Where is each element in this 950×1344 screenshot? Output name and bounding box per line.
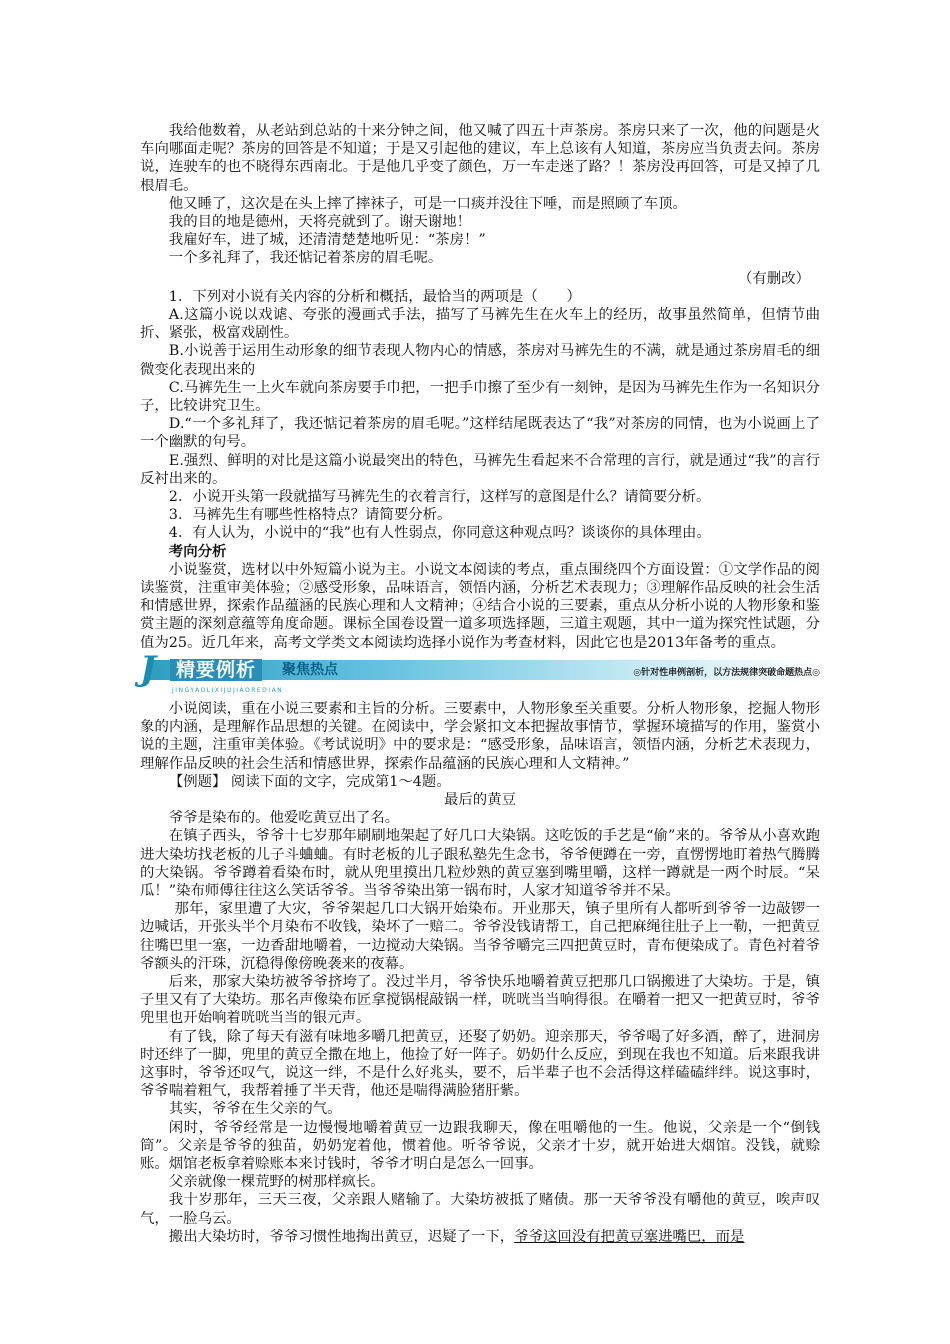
paragraph: 其实，爷爷在生父亲的气。 [168, 1101, 342, 1118]
paragraph: 在镇子西头，爷爷十七岁那年刷刷地架起了好几口大染锅。这吃饭的手艺是“偷”来的。爷爷从小喜欢跑进大染坊找老板的儿子斗蛐蛐。有时老板的儿子跟私塾先生念书，爷爷便蹲在一旁，直愣愣地盯着热气腾腾的大染锅。爷爷蹲着看染布时，就从兜里摸出几粒炒熟的黄豆塞到嘴里嚼，这样一蹲就是一两个时辰。“呆瓜！”染布师傅往往这么笑话爷爷。当爷爷染出第一锅布时，人家才知道爷爷并不呆。 [140, 828, 820, 899]
paragraph: 那年，家里遭了大灾，爷爷架起几口大锅开始染布。开业那天，镇子里所有人都听到爷爷一边敲锣一边喊话，开张头半个月染布不收钱，染坏了一赔二。爷爷没钱请帮工，自己把麻绳往肚子上一勒，一把黄豆往嘴巴里一塞，一边香甜地嚼着，一边搅动大染锅。当爷爷嚼完三四把黄豆时，青布便染成了。青色衬着爷爷额头的汗珠，沉稳得像傍晚袭来的夜幕。 [140, 901, 820, 972]
banner-note: ◎针对性串例剖析，以方法规律突破命题热点◎ [633, 667, 820, 678]
option-e: E.强烈、鲜明的对比是这篇小说最突出的特色，马裤先生看起来不合常理的言行，就是通过“我”的言行反衬出来的。 [140, 452, 820, 487]
text-plain: 搬出大染坊时，爷爷习惯性地掏出黄豆，迟疑了一下， [168, 1228, 515, 1245]
question-item: 4．有人认为，小说中的“我”也有人性弱点，你同意这种观点吗？谈谈你的具体理由。 [168, 525, 711, 542]
paragraph: 爷爷是染布的。他爱吃黄豆出了名。 [168, 810, 400, 827]
paragraph: 有了钱，除了每天有滋有味地多嚼几把黄豆，还娶了奶奶。迎亲那天，爷爷喝了好多酒，醉了，进洞房时还绊了一脚，兜里的黄豆全撒在地上，他捡了好一阵子。奶奶什么反应，到现在我也不知道。后来跟我讲这事时，爷爷还叹气，说这一绊，不是什么好兆头，要不，后半辈子也不会活得这样磕磕绊绊。说这事时，爷爷喘着粗气，我帮着捶了半天背，他还是喘得满脸猪肝紫。 [140, 1028, 820, 1100]
paragraph: 后来，那家大染坊被爷爷挤垮了。没过半月，爷爷快乐地嚼着黄豆把那几口锅搬进了大染坊。于是，镇子里又有了大染坊。那名声像染布匠拿搅锅棍敲锅一样，咣咣当当响得很。在嚼着一把又一把黄豆时，爷爷兜里也开始响着咣咣当当的银元声。 [140, 973, 820, 1027]
section-banner [140, 648, 820, 694]
question-item: 1．下列对小说有关内容的分析和概括，最恰当的两项是（ ） [168, 288, 581, 305]
question-item: 2．小说开头第一段就描写马裤先生的衣着言行，这样写的意图是什么？请简要分析。 [168, 489, 711, 506]
document-page [140, 122, 820, 1246]
paragraph: 我雇好车，进了城，还清清楚楚地听见：“茶房！” [168, 232, 486, 249]
analysis-heading: 考向分析 [168, 543, 227, 560]
source-note: （有删改） [738, 270, 810, 287]
question-list [140, 288, 820, 543]
option-b: B.小说善于运用生动形象的细节表现人物内心的情感，茶房对马裤先生的不满，就是通过茶房眉毛的细微变化表现出来的 [140, 343, 820, 378]
option-d: D.“一个多礼拜了，我还惦记着茶房的眉毛呢。”这样结尾既表达了“我”对茶房的同情，也为小说画上了一个幽默的句号。 [140, 416, 820, 451]
paragraph: 闲时，爷爷经常是一边慢慢地嚼着黄豆一边跟我聊天，像在咀嚼他的一生。他说，父亲是一个“倒钱筒”。父亲是爷爷的独苗，奶奶宠着他，惯着他。听爷爷说，父亲才十岁，就开始进大烟馆。没钱，就赊账。烟馆老板拿着赊账本来讨钱时，爷爷才明白是怎么一回事。 [140, 1119, 820, 1172]
story-body [140, 809, 820, 1246]
paragraph: 一个多礼拜了，我还惦记着茶房的眉毛呢。 [168, 250, 443, 267]
question-item: 3．马裤先生有哪些性格特点？请简要分析。 [168, 507, 452, 524]
paragraph [140, 1228, 820, 1246]
option-a: A.这篇小说以戏谑、夸张的漫画式手法，描写了马裤先生在火车上的经历，故事虽然简单，但情节曲折、紧张，极富戏剧性。 [140, 307, 820, 342]
paragraph: 我给他数着，从老站到总站的十来分钟之间，他又喊了四五十声茶房。茶房只来了一次，他的问题是火车向哪面走呢？茶房的回答是不知道；于是又引起他的建议，车上总该有人知道，茶房应当负责去问。茶房说，连驶车的也不晓得东西南北。于是他几乎变了颜色，万一车走迷了路？！茶房没再回答，可是又掉了几根眉毛。 [140, 123, 820, 194]
passage-continuation [140, 122, 820, 288]
paragraph: 父亲就像一棵荒野的树那样疯长。 [168, 1174, 385, 1191]
underlined-text: 爷爷这回没有把黄豆塞进嘴巴，而是 [514, 1228, 745, 1245]
paragraph: 他又睡了，这次是在头上摔了摔袜子，可是一口痰并没往下唾，而是照顾了车顶。 [168, 195, 687, 212]
banner-pinyin: JINGYAOLIXIJUJIAOREDIAN [172, 686, 284, 694]
story-title: 最后的黄豆 [444, 791, 516, 808]
paragraph: 我十岁那年，三天三夜，父亲跟人赌输了。大染坊被抵了赌债。那一天爷爷没有嚼他的黄豆，唉声叹气，一脸乌云。 [140, 1192, 820, 1227]
banner-subtitle: 聚焦热点 [282, 661, 338, 678]
banner-logo: J [140, 648, 157, 689]
example-label: 【例题】 阅读下面的文字，完成第1～4题。 [168, 773, 451, 790]
banner-title: 精要例析 [170, 659, 262, 681]
intro-text: 小说阅读，重在小说三要素和主旨的分析。三要素中，人物形象至关重要。分析人物形象，挖掘人物形象的内涵，是理解作品思想的关键。在阅读中，学会紧扣文本把握故事情节，掌握环境描写的作用，鉴赏小说的主题，注重审美体验。《考试说明》中的要求是：“感受形象，品味语言，领悟内涵，分析艺术表现力，理解作品反映的社会生活和情感世界，探索作品蕴涵的民族心理和人文精神。” [140, 700, 820, 772]
option-c: C.马裤先生一上火车就向茶房要手巾把，一把手巾擦了至少有一刻钟，是因为马裤先生作为一名知识分子，比较讲究卫生。 [140, 379, 820, 415]
analysis-text: 小说鉴赏，选材以中外短篇小说为主。小说文本阅读的考点，重点围绕四个方面设置：①文学作品的阅读鉴赏，注重审美体验；②感受形象，品味语言，领悟内涵，分析艺术表现力；③理解作品反映的社会生活和情感世界，探索作品蕴涵的民族心理和人文精神；④结合小说的三要素，重点从分析小说的人物形象和鉴赏主题的深刻意蕴等角度命题。课标全国卷设置一道多项选择题，三道主观题，其中一道为探究性试题，分值为25。近几年来，高考文学类文本阅读均选择小说作为考查材料，因此它也是2013年备考的重点。 [140, 561, 820, 651]
paragraph: 我的目的地是德州，天将亮就到了。谢天谢地！ [168, 214, 472, 231]
